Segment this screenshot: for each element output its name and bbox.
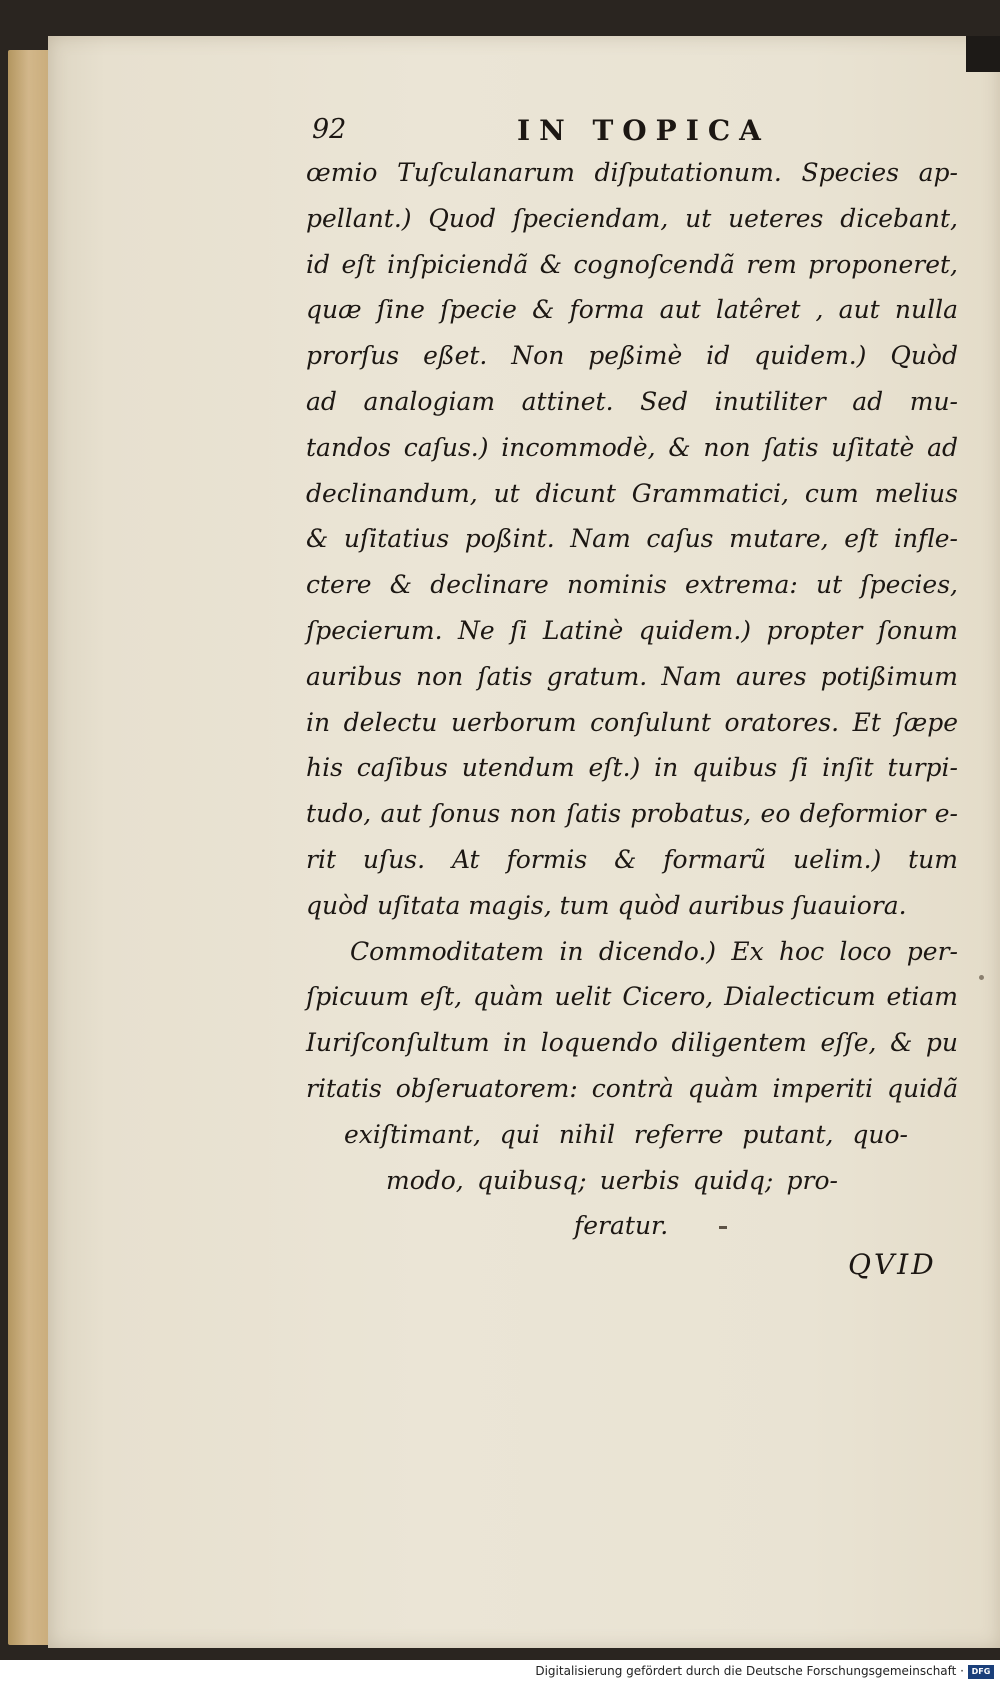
- margin-spot: [979, 975, 984, 980]
- text-line: feratur.: [574, 1211, 669, 1241]
- running-head: [312, 114, 792, 150]
- text-line: ſpicuum eſt, quàm uelit Cicero, Dialecticum etiam: [306, 982, 958, 1012]
- text-line: quòd uſitata magis, tum quòd auribus ſuauiora.: [306, 890, 907, 920]
- text-line: & uſitatius poßint. Nam caſus mutare, eſt infle-: [306, 524, 958, 554]
- text-line: ſpecierum. Ne ſi Latinè quidem.) propter ſonum: [306, 615, 958, 645]
- text-line: tudo, aut ſonus non ſatis probatus, eo deformior e-: [306, 799, 958, 829]
- text-line: auribus non ſatis gratum. Nam aures potißimum: [306, 661, 958, 691]
- text-line: œmio Tuſculanarum diſputationum. Species ap-: [306, 158, 958, 187]
- ink-mark: [719, 1226, 727, 1229]
- running-head-title: IN TOPICA: [517, 114, 770, 147]
- text-line: tandos caſus.) incommodè, & non ſatis uſitatè ad: [306, 432, 958, 462]
- text-line: quæ ſine ſpecie & forma aut latêret , aut nulla: [306, 295, 958, 325]
- text-line: ctere & declinare nominis extrema: ut ſpecies,: [306, 570, 958, 600]
- dfg-logo-icon: DFG: [968, 1665, 994, 1679]
- catchword: QVID: [848, 1248, 937, 1281]
- funding-credit: Digitalisierung gefördert durch die Deutsche Forschungsgemeinschaft ·: [535, 1664, 964, 1678]
- page-corner-shadow: [966, 36, 1000, 72]
- folio-number: 92: [312, 114, 347, 145]
- text-line: modo, quibusq; uerbis quidq; pro-: [386, 1165, 838, 1195]
- text-line: ad analogiam attinet. Sed inutiliter ad mu-: [306, 386, 958, 416]
- body-text: [306, 150, 958, 1249]
- text-line: in delectu uerborum conſulunt oratores. Et ſæpe: [306, 707, 958, 737]
- text-line: id eſt inſpiciendã & cognoſcendã rem proponeret,: [306, 249, 958, 279]
- text-line: Iuriſconſultum in loquendo diligentem eſſe, & pu: [306, 1028, 958, 1058]
- text-line: exiſtimant, qui nihil referre putant, quo-: [344, 1119, 908, 1149]
- text-line: rit uſus. At formis & formarũ uelim.) tum: [306, 844, 958, 874]
- text-line: his caſibus utendum eſt.) in quibus ſi inſit turpi-: [306, 753, 958, 783]
- text-line: prorſus eßet. Non peßimè id quidem.) Quòd: [306, 341, 958, 371]
- text-line: pellant.) Quod ſpeciendam, ut ueteres dicebant,: [306, 203, 958, 233]
- footer-bar: [0, 1660, 1000, 1686]
- text-line: declinandum, ut dicunt Grammatici, cum melius: [306, 478, 958, 508]
- text-line: ritatis obſeruatorem: contrà quàm imperiti quidã: [306, 1073, 958, 1103]
- text-line: Commoditatem in dicendo.) Ex hoc loco per-: [350, 936, 958, 966]
